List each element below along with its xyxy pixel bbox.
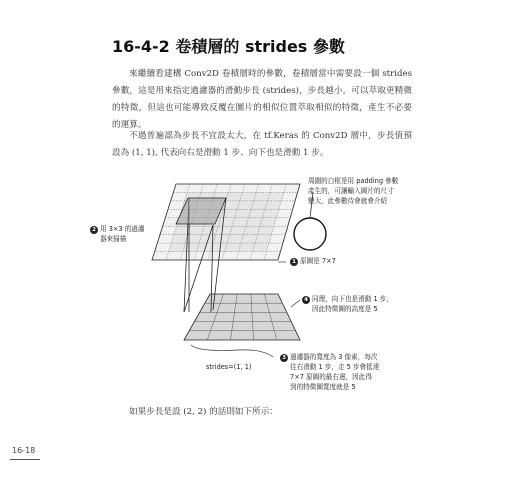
padding-note	[308, 176, 398, 206]
width-bracket	[191, 345, 273, 357]
padding-note-line: 產生的，可讓輸入圖片的尺寸	[308, 187, 394, 195]
note1-number: 1	[290, 258, 298, 266]
note2-line: 器來掃描	[100, 235, 127, 243]
note4-line: 同理，向下也是滑動 1 步，	[312, 295, 393, 303]
paragraph-strides-2: 如果步長是設 (2, 2) 的話則如下所示：	[129, 407, 278, 417]
note-height	[302, 294, 393, 314]
note3-line: 往右滑動 1 步，走 5 步會抵達	[290, 363, 380, 371]
page-number-rule	[10, 459, 40, 460]
note1-text: 原圖是 7×7	[300, 257, 336, 265]
paragraph-strides-intro: 來繼續看建構 Conv2D 卷積層時的參數，卷積層當中需要設一個 strides 參數，這是用來指定過濾器的滑動步長 (strides)，步長越小，可以萃取更精微的特徵，但這也可能導致反覆在圖片的相似位置萃取相似的特徵，產生不必要的運算。	[112, 69, 412, 130]
strides-figure	[88, 162, 428, 406]
note3-line: 到的特徵圖寬度就是 5	[290, 383, 356, 391]
page-number: 16-18	[12, 446, 36, 455]
note3-line: 過濾器的寬度為 3 像素，每次	[290, 353, 378, 361]
padding-highlight-circle	[294, 218, 326, 250]
input-grid-padded	[152, 184, 300, 260]
note2-line: 用 3×3 的過濾	[100, 225, 145, 233]
note-width	[280, 352, 379, 392]
feature-map-grid	[184, 294, 300, 340]
padding-note-line: 周圍的白框是用 padding 參數	[308, 177, 399, 185]
note2-number: 2	[90, 226, 98, 234]
note4-line: 因此特徵圖的高度是 5	[312, 305, 378, 313]
section-heading: 16-4-2 卷積層的 strides 參數	[112, 37, 345, 56]
paragraph-default-strides: 不過普遍認為步長不宜設太大，在 tf.Keras 的 Conv2D 層中，步長值預設為 (1, 1), 代表向右是滑動 1 步、向下也是滑動 1 步。	[112, 131, 412, 158]
strides-label: strides=(1, 1)	[206, 363, 252, 371]
note3-line: 7×7 原圖的最右邊，因此得	[290, 373, 372, 381]
note-filter	[90, 224, 144, 244]
grid-surface	[184, 294, 300, 340]
note-original-size	[290, 256, 336, 266]
note4-connector	[291, 300, 300, 307]
note4-number: 4	[302, 296, 310, 304]
padding-note-line: 變大，此參數待會就會介紹	[308, 197, 388, 205]
note3-number: 3	[280, 354, 288, 362]
